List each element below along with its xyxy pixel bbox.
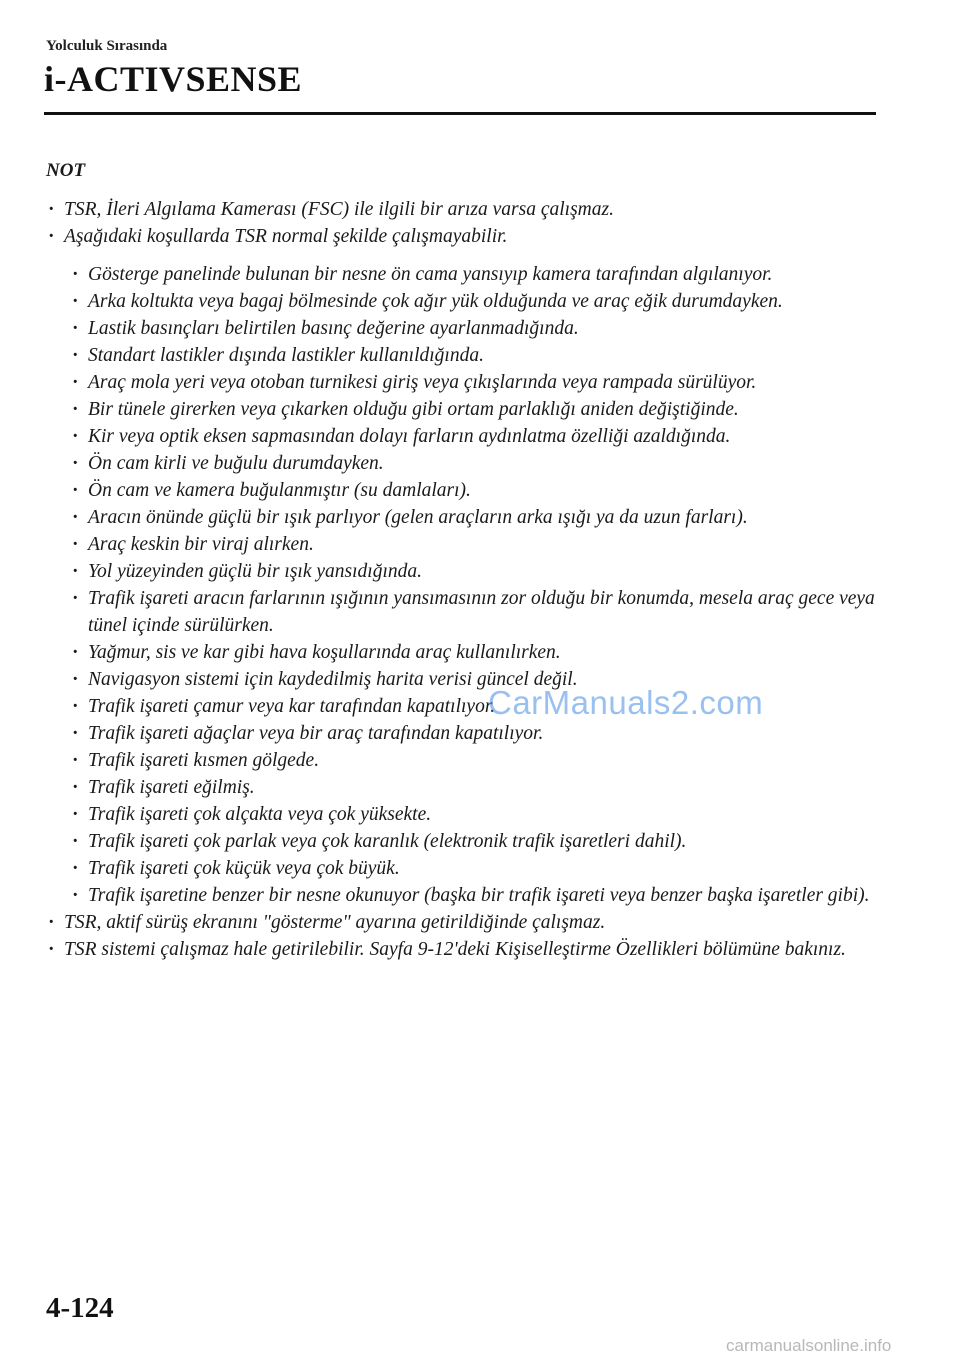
bullet-icon: · bbox=[72, 453, 79, 474]
bullet-icon: · bbox=[72, 696, 79, 717]
sub-list-item bbox=[70, 801, 886, 828]
sub-list-item bbox=[70, 423, 886, 450]
sub-list-item bbox=[70, 855, 886, 882]
list-item-text: Trafik işareti aracın farlarının ışığının yansımasının zor olduğu bir konumda, mesela araç gece veya tünel içinde sürülürken. bbox=[88, 588, 875, 636]
sub-list-item bbox=[70, 639, 886, 666]
list-item-text: Bir tünele girerken veya çıkarken olduğu gibi ortam parlaklığı aniden değiştiğinde. bbox=[88, 399, 739, 420]
bullet-icon: · bbox=[72, 264, 79, 285]
list-item-text: Ön cam ve kamera buğulanmıştır (su damlaları). bbox=[88, 480, 471, 501]
bullet-icon: · bbox=[72, 399, 79, 420]
sub-list-item bbox=[70, 396, 886, 423]
sub-list-item bbox=[70, 585, 886, 639]
bullet-icon: · bbox=[72, 831, 79, 852]
sub-list-item bbox=[70, 882, 886, 909]
list-item-text: Navigasyon sistemi için kaydedilmiş harita verisi güncel değil. bbox=[88, 669, 578, 690]
sub-list-item bbox=[70, 693, 886, 720]
list-item-text: Trafik işareti ağaçlar veya bir araç tarafından kapatılıyor. bbox=[88, 723, 544, 744]
bullet-icon: · bbox=[72, 777, 79, 798]
list-item-text: Lastik basınçları belirtilen basınç değerine ayarlanmadığında. bbox=[88, 318, 579, 339]
list-item-text: Aracın önünde güçlü bir ışık parlıyor (gelen araçların arka ışığı ya da uzun farları). bbox=[88, 507, 748, 528]
list-item-text: Yağmur, sis ve kar gibi hava koşullarında araç kullanılırken. bbox=[88, 642, 561, 663]
list-item-text: Kir veya optik eksen sapmasından dolayı farların aydınlatma özelliği azaldığında. bbox=[88, 426, 731, 447]
bullet-icon: · bbox=[72, 750, 79, 771]
list-item-text: Ön cam kirli ve buğulu durumdayken. bbox=[88, 453, 384, 474]
bullet-icon: · bbox=[72, 669, 79, 690]
sub-list-item bbox=[70, 774, 886, 801]
bullet-icon: · bbox=[72, 291, 79, 312]
bullet-icon: · bbox=[48, 199, 55, 220]
watermark: CarManuals2.com bbox=[488, 684, 764, 721]
sub-list-item bbox=[70, 531, 886, 558]
list-item-text: Yol yüzeyinden güçlü bir ışık yansıdığında. bbox=[88, 561, 423, 582]
bullet-icon: · bbox=[48, 226, 55, 247]
sub-list-item bbox=[70, 288, 886, 315]
chapter-title: i-ACTIVSENSE bbox=[44, 59, 303, 99]
list-item-text: Trafik işareti çok parlak veya çok karanlık (elektronik trafik işaretleri dahil). bbox=[88, 831, 687, 852]
sub-list-item bbox=[70, 261, 886, 288]
list-item-text: TSR, aktif sürüş ekranını "gösterme" ayarına getirildiğinde çalışmaz. bbox=[64, 912, 606, 933]
list-item bbox=[46, 909, 886, 936]
list-item-text: Araç mola yeri veya otoban turnikesi giriş veya çıkışlarında veya rampada sürülüyor. bbox=[88, 372, 757, 393]
bullet-icon: · bbox=[48, 939, 55, 960]
bullet-icon: · bbox=[72, 885, 79, 906]
list-item-text: Araç keskin bir viraj alırken. bbox=[88, 534, 314, 555]
bullet-icon: · bbox=[72, 318, 79, 339]
sub-list-item bbox=[70, 747, 886, 774]
bullet-icon: · bbox=[72, 426, 79, 447]
bullet-icon: · bbox=[48, 912, 55, 933]
list-item-text: Gösterge panelinde bulunan bir nesne ön cama yansıyıp kamera tarafından algılanıyor. bbox=[88, 264, 773, 285]
note-list bbox=[46, 196, 886, 963]
sub-list-item bbox=[70, 558, 886, 585]
bullet-icon: · bbox=[72, 642, 79, 663]
page-number: 4-124 bbox=[46, 1292, 114, 1324]
bullet-icon: · bbox=[72, 723, 79, 744]
section-label: Yolculuk Sırasında bbox=[46, 38, 168, 54]
list-item bbox=[46, 223, 886, 250]
sub-list-item bbox=[70, 342, 886, 369]
list-item-text: Trafik işareti çok alçakta veya çok yüksekte. bbox=[88, 804, 432, 825]
sub-list-item bbox=[70, 720, 886, 747]
list-item-text: Aşağıdaki koşullarda TSR normal şekilde çalışmayabilir. bbox=[64, 226, 508, 247]
bullet-icon: · bbox=[72, 480, 79, 501]
sub-list-item bbox=[70, 666, 886, 693]
list-item-text: Trafik işaretine benzer bir nesne okunuyor (başka bir trafik işareti veya benzer başka işaretler gibi). bbox=[88, 885, 870, 906]
list-item bbox=[46, 936, 886, 963]
bullet-icon: · bbox=[72, 534, 79, 555]
sub-list-item bbox=[70, 450, 886, 477]
list-item-text: Trafik işareti çamur veya kar tarafından kapatılıyor. bbox=[88, 696, 496, 717]
list-item-text: Trafik işareti eğilmiş. bbox=[88, 777, 255, 798]
sub-list-item bbox=[70, 828, 886, 855]
list-item-text: Arka koltukta veya bagaj bölmesinde çok ağır yük olduğunda ve araç eğik durumdayken. bbox=[88, 291, 783, 312]
bullet-icon: · bbox=[72, 588, 79, 609]
sub-list-item bbox=[70, 315, 886, 342]
sub-list-item bbox=[70, 504, 886, 531]
list-item-text: Trafik işareti kısmen gölgede. bbox=[88, 750, 320, 771]
bullet-icon: · bbox=[72, 372, 79, 393]
sub-list-item bbox=[70, 369, 886, 396]
bullet-icon: · bbox=[72, 345, 79, 366]
footer-watermark: carmanualsonline.info bbox=[726, 1336, 892, 1355]
list-item-text: TSR, İleri Algılama Kamerası (FSC) ile ilgili bir arıza varsa çalışmaz. bbox=[64, 199, 614, 220]
note-heading: NOT bbox=[46, 160, 86, 181]
bullet-icon: · bbox=[72, 858, 79, 879]
bullet-icon: · bbox=[72, 507, 79, 528]
list-item bbox=[46, 196, 886, 223]
list-item-text: Standart lastikler dışında lastikler kullanıldığında. bbox=[88, 345, 484, 366]
sub-list-item bbox=[70, 477, 886, 504]
header-divider bbox=[44, 112, 876, 115]
list-item-text: Trafik işareti çok küçük veya çok büyük. bbox=[88, 858, 400, 879]
list-item-text: TSR sistemi çalışmaz hale getirilebilir. Sayfa 9-12'deki Kişiselleştirme Özellikleri bölümüne bakınız. bbox=[64, 939, 846, 960]
bullet-icon: · bbox=[72, 804, 79, 825]
bullet-icon: · bbox=[72, 561, 79, 582]
